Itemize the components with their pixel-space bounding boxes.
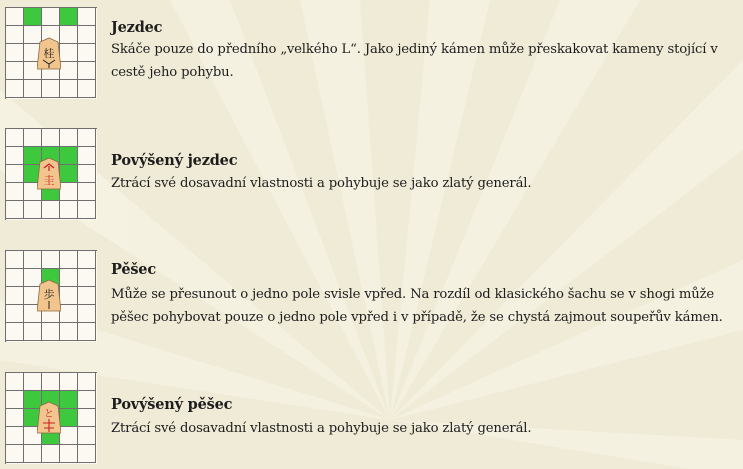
board-square: [24, 80, 42, 98]
piece-description: Skáče pouze do předního „velkého L“. Jako jediný kámen může přeskakovat kameny stojící v cestě jeho pohybu.: [111, 42, 718, 80]
board-square: [42, 8, 60, 26]
board-square: [78, 129, 96, 147]
board-square: [6, 323, 24, 341]
board-square: [60, 44, 78, 62]
promoted-pawn-piece-icon: [37, 401, 61, 434]
board-square: [42, 80, 60, 98]
board-square: [6, 287, 24, 305]
piece-title: Jezdec: [111, 19, 163, 36]
pawn-piece-icon: [37, 279, 61, 312]
piece-description: Ztrácí své dosavadní vlastnosti a pohybuje se jako zlatý generál.: [111, 421, 532, 436]
board-square: [42, 373, 60, 391]
board-square: [24, 129, 42, 147]
board-square: [78, 8, 96, 26]
board-square: [24, 323, 42, 341]
board-square: [6, 8, 24, 26]
board-square: [42, 251, 60, 269]
board-square: [24, 201, 42, 219]
piece-title: Povýšený pěšec: [111, 396, 233, 413]
board-square: [78, 427, 96, 445]
board-square: [42, 445, 60, 463]
board-square: [42, 323, 60, 341]
svg-text:桂: 桂: [43, 47, 55, 60]
board-square: [6, 147, 24, 165]
board-square: [42, 201, 60, 219]
board-square: [78, 147, 96, 165]
board-square: [60, 26, 78, 44]
board-square: [6, 183, 24, 201]
board-square-reachable: [60, 8, 78, 26]
board-square-reachable: [60, 147, 78, 165]
board-square: [60, 183, 78, 201]
board-square: [78, 44, 96, 62]
promoted-knight-piece-icon: [37, 157, 61, 190]
board-square: [42, 129, 60, 147]
board-square-reachable: [60, 165, 78, 183]
board-square: [78, 305, 96, 323]
board-square-reachable: [60, 391, 78, 409]
board-square: [60, 269, 78, 287]
board-square: [6, 373, 24, 391]
board-square: [60, 373, 78, 391]
board-square: [6, 305, 24, 323]
board-square: [60, 201, 78, 219]
board-square: [6, 62, 24, 80]
board-square: [24, 445, 42, 463]
board-square: [24, 373, 42, 391]
board-square: [60, 80, 78, 98]
piece-description: Může se přesunout o jedno pole svisle vpřed. Na rozdíl od klasického šachu se v shogi může pěšec pohybovat pouze o jedno pole vpřed i v případě, že se chystá zajmout soupeřův kámen.: [111, 287, 723, 325]
board-square: [78, 287, 96, 305]
board-square: [6, 391, 24, 409]
board-square: [60, 62, 78, 80]
board-square: [6, 251, 24, 269]
board-square: [60, 305, 78, 323]
board-square: [6, 26, 24, 44]
board-square: [78, 391, 96, 409]
knight-piece-icon: [37, 37, 61, 70]
svg-text:歩: 歩: [43, 288, 55, 301]
board-square: [78, 165, 96, 183]
board-square: [6, 409, 24, 427]
piece-title: Pěšec: [111, 261, 156, 278]
board-square: [60, 287, 78, 305]
board-square: [78, 80, 96, 98]
board-square: [60, 251, 78, 269]
board-square: [78, 26, 96, 44]
board-square: [60, 427, 78, 445]
board-square: [78, 445, 96, 463]
board-square: [6, 427, 24, 445]
board-square: [6, 165, 24, 183]
board-square: [6, 129, 24, 147]
board-square: [78, 269, 96, 287]
board-square-reachable: [60, 409, 78, 427]
board-square: [78, 201, 96, 219]
board-square: [78, 373, 96, 391]
board-square: [6, 445, 24, 463]
board-square-reachable: [24, 8, 42, 26]
board-square: [6, 269, 24, 287]
board-square: [60, 323, 78, 341]
piece-title: Povýšený jezdec: [111, 152, 238, 169]
board-square: [78, 251, 96, 269]
piece-description: Ztrácí své dosavadní vlastnosti a pohybuje se jako zlatý generál.: [111, 176, 532, 191]
board-square: [6, 80, 24, 98]
board-square: [24, 251, 42, 269]
svg-text:と: と: [44, 409, 54, 420]
svg-text:圭: 圭: [43, 174, 55, 187]
board-square: [78, 183, 96, 201]
board-square: [6, 44, 24, 62]
board-square: [6, 201, 24, 219]
board-square: [78, 62, 96, 80]
board-square: [78, 409, 96, 427]
board-square: [60, 445, 78, 463]
board-square: [60, 129, 78, 147]
board-square: [78, 323, 96, 341]
